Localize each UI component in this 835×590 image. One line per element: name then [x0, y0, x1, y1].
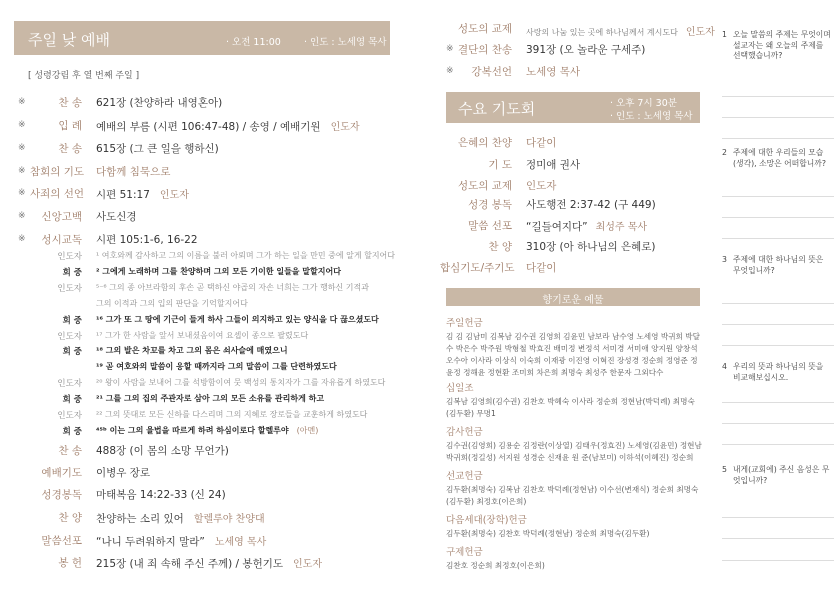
order-label: 찬 송 — [58, 143, 82, 155]
offering-title: 향기로운 예물 — [542, 295, 604, 306]
wednesday-content: 인도자 — [526, 180, 557, 192]
answer-line — [722, 402, 834, 403]
order-row — [0, 510, 420, 526]
responsive-row — [0, 282, 420, 296]
order-role: 인도자 — [330, 122, 360, 133]
answer-line — [722, 238, 834, 239]
responsive-text — [96, 298, 248, 309]
answer-line — [722, 345, 834, 346]
order-label: 찬 송 — [58, 445, 82, 457]
answer-line — [722, 517, 834, 518]
answer-line — [722, 96, 834, 97]
order-row — [0, 487, 420, 503]
question-text: 오늘 말씀의 주제는 무엇이며 설교자는 왜 오늘의 주제를 선택했습니까? — [733, 30, 831, 60]
order-text — [96, 555, 322, 571]
answer-line — [722, 538, 834, 539]
question-number: 5 — [722, 465, 727, 474]
order-content: 사랑의 나눔 있는 곳에 하나님께서 계시도다 — [526, 28, 678, 37]
responsive-text — [96, 250, 395, 261]
sunday-leader: · 인도 : 노세영 목사 — [304, 37, 387, 48]
wednesday-banner — [446, 92, 700, 123]
offering-names: 김찬호 정순희 최정호(이은희) — [446, 561, 545, 570]
question-text: 주제에 대한 우리들의 모습 (생각), 소망은 어떠합니까? — [733, 148, 826, 168]
required-stand-mark: ※ — [18, 120, 26, 130]
order-row — [0, 465, 420, 481]
wednesday-text — [526, 260, 556, 275]
offering-group-title: 감사헌금 — [446, 427, 483, 438]
order-row — [0, 118, 420, 134]
offering-group — [446, 468, 702, 508]
wednesday-leader: · 인도 : 노세영 목사 — [610, 111, 693, 122]
offering-group-title: 주일헌금 — [446, 318, 483, 329]
wednesday-row — [440, 178, 710, 194]
order-text — [96, 118, 360, 134]
answer-line — [722, 217, 834, 218]
question-text: 우리의 뜻과 하나님의 뜻을 비교해보십시오. — [733, 362, 824, 382]
offering-group — [446, 380, 702, 420]
responsive-text — [96, 377, 385, 388]
order-content: 예배의 부름 (시편 106:47-48) / 송영 / 예배기원 — [96, 121, 321, 133]
order-row — [440, 42, 720, 58]
order-content: 찬양하는 소리 있어 — [96, 513, 184, 525]
wednesday-label: 은혜의 찬양 — [457, 137, 512, 149]
offering-group-title: 구제헌금 — [446, 547, 483, 558]
responsive-text — [96, 393, 324, 404]
responsive-verse: ⁴⁵ᵇ 이는 그의 율법을 따르게 하려 하심이로다 할렐루야 — [96, 425, 289, 435]
order-row — [0, 164, 420, 180]
answer-line — [722, 560, 834, 561]
offering-group — [446, 424, 702, 464]
order-label: 찬 송 — [58, 97, 82, 109]
wednesday-content: 정미애 권사 — [526, 159, 581, 171]
order-label: 예배기도 — [41, 467, 82, 479]
order-row — [0, 443, 420, 459]
wednesday-row — [440, 197, 710, 213]
responsive-verse: ²² 그의 뜻대로 모든 신하를 다스리며 그의 지혜로 장로들을 교훈하게 하였도다 — [96, 410, 368, 419]
offering-banner — [446, 288, 700, 306]
required-stand-mark: ※ — [18, 97, 26, 107]
order-label: 신앙고백 — [41, 211, 82, 223]
wednesday-text — [526, 239, 656, 254]
responsive-text — [96, 330, 308, 341]
wednesday-row — [440, 239, 710, 255]
offering-names: 김두환(최명숙) 김복남 김찬호 박덕례(정현남) 이수선(변재식) 정순희 최명숙(김두환) 최정호(이은희) — [446, 485, 699, 506]
order-row — [0, 232, 420, 248]
wednesday-content: 다같이 — [526, 137, 557, 149]
question-number: 1 — [722, 30, 727, 39]
order-text — [526, 64, 588, 79]
question-text: 주제에 대한 하나님의 뜻은 무엇입니까? — [733, 255, 824, 275]
required-stand-mark: ※ — [446, 44, 454, 54]
offering-names: 김두환(최명숙) 김찬호 박덕례(정현남) 정순희 최명숙(김두환) — [446, 529, 650, 538]
responsive-speaker: 회 중 — [62, 347, 82, 358]
responsive-speaker: 인도자 — [57, 331, 82, 342]
responsive-verse: 그의 이적과 그의 입의 판단을 기억할지어다 — [96, 298, 248, 308]
order-text — [96, 186, 189, 202]
order-content: 488장 (이 몸의 소망 무언가) — [96, 445, 229, 457]
order-label: 봉 헌 — [58, 557, 82, 569]
responsive-row — [0, 393, 420, 407]
order-row — [0, 209, 420, 225]
responsive-text — [96, 314, 379, 325]
answer-line — [722, 117, 834, 118]
order-text — [96, 465, 160, 480]
offering-group-title: 십일조 — [446, 383, 474, 394]
order-content: 621장 (찬양하라 내영혼아) — [96, 97, 223, 109]
sunday-subtitle: [ 성령강림 후 열 번째 주일 ] — [28, 71, 140, 81]
order-content: “나니 두려워하지 말라” — [96, 536, 205, 548]
responsive-text — [96, 266, 341, 277]
offering-group — [446, 512, 702, 540]
question-number: 2 — [722, 148, 727, 157]
responsive-row — [0, 345, 420, 359]
offering-group — [446, 315, 702, 379]
responsive-row — [0, 250, 420, 264]
order-content: 391장 (오 놀라운 구세주) — [526, 44, 646, 56]
wednesday-text — [526, 218, 647, 234]
order-text — [96, 164, 180, 179]
responsive-text — [96, 282, 369, 293]
order-content: 시편 51:17 — [96, 189, 150, 201]
order-label: 결단의 찬송 — [458, 44, 513, 56]
order-row — [0, 533, 420, 549]
order-text — [96, 443, 239, 458]
order-label: 성도의 교제 — [458, 23, 513, 35]
wednesday-row — [440, 157, 710, 173]
wednesday-role: 최성주 목사 — [595, 222, 648, 233]
responsive-text — [96, 409, 367, 420]
responsive-verse: ⁵⁻⁶ 그의 종 아브라함의 후손 곧 택하신 야곱의 자손 너희는 그가 행하신 기적과 — [96, 282, 369, 292]
responsive-row — [0, 298, 420, 312]
responsive-speaker: 회 중 — [62, 267, 82, 278]
offering-names: 김 김 김남미 김복남 김수권 김영희 김윤민 남보라 남수영 노세영 박귀희 박달수 박은수 박주원 박형철 박효진 배미정 변정석 서미경 서미애 양지원 양창석 오수아 이사라 이상식 이숙희 이재광 이진영 이혁진 장성경 정순희 정영준 정윤정 정해윤 정현환 조미희 차은희 최명숙 최성주 한문자 그외다수 — [446, 332, 700, 377]
wednesday-title: 수요 기도회 — [458, 100, 536, 118]
responsive-row — [0, 330, 420, 344]
responsive-verse: ¹⁹ 곧 여호와의 말씀이 응할 때까지라 그의 말씀이 그를 단련하였도다 — [96, 362, 337, 372]
order-row — [0, 141, 420, 157]
order-content: 215장 (내 죄 속해 주신 주께) / 봉헌기도 — [96, 558, 283, 570]
wednesday-label: 찬 양 — [488, 241, 512, 253]
responsive-row — [0, 377, 420, 391]
required-stand-mark: ※ — [18, 234, 26, 244]
answer-line — [722, 196, 834, 197]
order-row — [0, 186, 420, 202]
order-text — [96, 95, 232, 110]
wednesday-text — [526, 135, 556, 150]
answer-line — [722, 138, 834, 139]
order-content: 마태복음 14:22-33 (신 24) — [96, 489, 226, 501]
responsive-row — [0, 409, 420, 423]
required-stand-mark: ※ — [446, 66, 454, 76]
order-label: 찬 양 — [58, 512, 82, 524]
responsive-row — [0, 425, 420, 439]
order-text — [526, 23, 715, 38]
order-content: 노세영 목사 — [526, 66, 581, 78]
sunday-banner — [14, 21, 390, 55]
required-stand-mark: ※ — [18, 143, 26, 153]
wednesday-content: 사도행전 2:37-42 (구 449) — [526, 199, 656, 211]
order-role: 노세영 목사 — [214, 537, 267, 548]
question-number: 4 — [722, 362, 727, 371]
offering-names: 김복남 김영희(김수권) 김찬호 박혜숙 이사라 정순희 정현남(박덕례) 최명숙(김두환) 무명1 — [446, 397, 695, 418]
answer-line — [722, 303, 834, 304]
responsive-speaker: 회 중 — [62, 426, 82, 437]
responsive-verse: ¹⁸ 그의 발은 차꼬를 차고 그의 몸은 쇠사슬에 매였으니 — [96, 346, 288, 356]
order-text — [96, 141, 229, 156]
sunday-time: · 오전 11:00 — [226, 37, 281, 48]
order-content: 사도신경 — [96, 211, 137, 223]
sunday-title: 주일 낮 예배 — [28, 31, 110, 49]
order-text — [96, 510, 265, 526]
order-role: 할렐루야 찬양대 — [193, 514, 265, 525]
responsive-verse: ¹⁷ 그가 한 사람을 앞서 보내셨음이여 요셉이 종으로 팔렸도다 — [96, 330, 309, 340]
responsive-speaker: 인도자 — [57, 379, 82, 390]
order-role: 인도자 — [685, 27, 715, 38]
order-label: 입 례 — [58, 120, 82, 132]
order-row — [0, 555, 420, 571]
responsive-verse: ¹ 여호와께 감사하고 그의 이름을 불러 아뢰며 그가 하는 일을 만민 중에 알게 할지어다 — [96, 251, 396, 260]
order-text — [96, 232, 208, 247]
responsive-text — [96, 345, 288, 356]
question-number: 3 — [722, 255, 727, 264]
offering-group — [446, 544, 702, 572]
question-text: 내게(교회에) 주신 음성은 무엇입니까? — [733, 465, 830, 485]
responsive-speaker: 인도자 — [57, 411, 82, 421]
wednesday-label: 합심기도/주기도 — [440, 262, 515, 274]
order-label: 강복선언 — [471, 66, 512, 78]
order-label: 참회의 기도 — [30, 166, 85, 178]
responsive-speaker: 회 중 — [62, 395, 82, 406]
answer-line — [722, 423, 834, 424]
order-text — [526, 42, 653, 57]
responsive-speaker: 회 중 — [62, 315, 82, 326]
wednesday-row — [440, 218, 710, 234]
order-content: 시편 105:1-6, 16-22 — [96, 234, 198, 246]
wednesday-row — [440, 135, 710, 151]
wednesday-text — [526, 157, 580, 172]
responsive-text — [96, 425, 318, 436]
order-label: 성경봉독 — [41, 489, 82, 501]
order-label: 사죄의 선언 — [30, 188, 85, 200]
responsive-verse: ²⁰ 왕이 사람을 보내어 그를 석방함이여 뭇 백성의 통치자가 그를 자유롭게 하였도다 — [96, 378, 386, 388]
wednesday-content: “길들여지다” — [526, 221, 588, 233]
wednesday-row — [440, 260, 710, 276]
wednesday-label: 성경 봉독 — [468, 199, 512, 211]
order-content: 이병우 장로 — [96, 467, 151, 479]
order-role: 인도자 — [293, 559, 322, 570]
order-role: 인도자 — [159, 190, 189, 201]
responsive-row — [0, 266, 420, 280]
required-stand-mark: ※ — [18, 211, 26, 221]
order-text — [96, 487, 236, 502]
offering-group-title: 다음세대(장학)헌금 — [446, 515, 527, 526]
responsive-speaker: 인도자 — [57, 283, 82, 294]
responsive-text — [96, 361, 337, 372]
wednesday-content: 310장 (아 하나님의 은혜로) — [526, 241, 656, 253]
responsive-speaker: 인도자 — [57, 252, 82, 262]
answer-line — [722, 324, 834, 325]
responsive-verse: ² 그에게 노래하며 그를 찬양하며 그의 모든 기이한 일들을 말할지어다 — [96, 266, 341, 276]
wednesday-label: 말씀 선포 — [468, 220, 512, 232]
required-stand-mark: ※ — [18, 166, 26, 176]
wednesday-content: 다같이 — [526, 262, 557, 274]
offering-group-title: 선교헌금 — [446, 471, 483, 482]
responsive-row — [0, 361, 420, 375]
order-content: 다함께 침묵으로 — [96, 166, 171, 178]
wednesday-label: 성도의 교제 — [457, 180, 512, 192]
required-stand-mark: ※ — [18, 188, 26, 198]
responsive-verse: ²¹ 그를 그의 집의 주관자로 삼아 그의 모든 소유를 관리하게 하고 — [96, 394, 325, 404]
order-row — [440, 21, 720, 37]
order-label: 말씀선포 — [41, 535, 82, 547]
offering-names: 김수권(김영희) 김용순 김정란(이상열) 김태우(정효진) 노세영(김윤민) 정현남 박귀희(정길성) 서지원 성경순 신재윤 원 준(남보미) 이하석(이혜진) 정순희 — [446, 441, 702, 462]
order-row — [440, 64, 720, 80]
order-text — [96, 209, 147, 224]
responsive-row — [0, 314, 420, 328]
wednesday-text — [526, 178, 556, 193]
responsive-verse: ¹⁶ 그가 또 그 땅에 기근이 들게 하사 그들이 의지하고 있는 양식을 다 끊으셨도다 — [96, 314, 379, 324]
order-text — [96, 533, 266, 549]
wednesday-time: · 오후 7시 30분 — [610, 98, 677, 109]
amen: (아멘) — [296, 425, 319, 435]
order-row — [0, 95, 420, 111]
order-content: 615장 (그 큰 일을 행하신) — [96, 143, 219, 155]
wednesday-text — [526, 197, 656, 212]
order-label: 성시교독 — [41, 234, 82, 246]
answer-line — [722, 444, 834, 445]
wednesday-label: 기 도 — [488, 159, 512, 171]
